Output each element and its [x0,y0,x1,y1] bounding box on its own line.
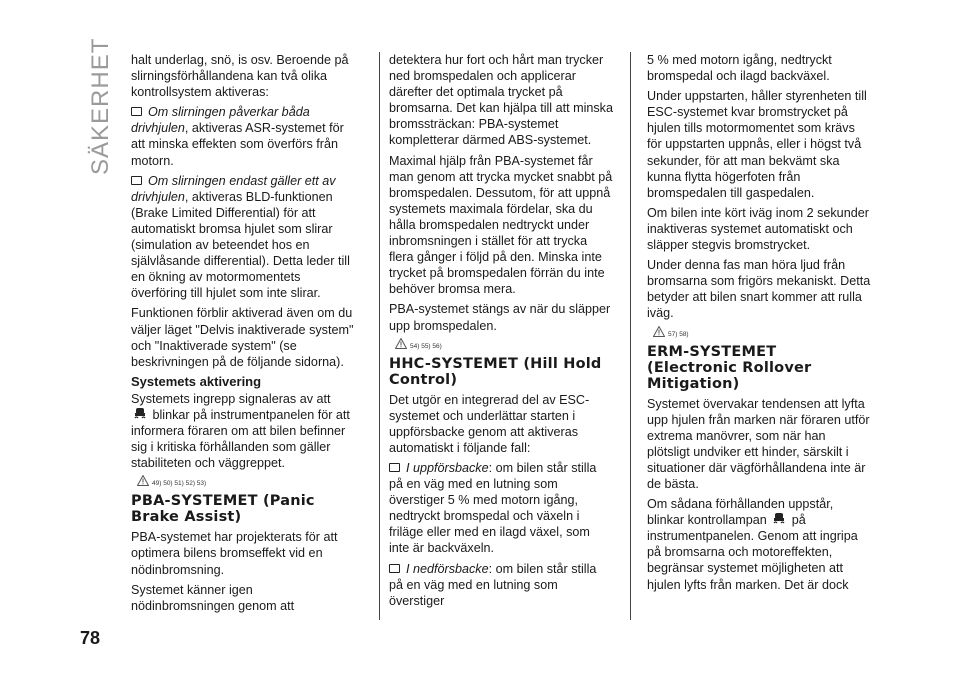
paragraph: PBA-systemet har projekterats för att optimera bilens bromseffekt vid en nödinbromsning. [131,530,338,577]
section-tab [82,37,120,175]
section-heading: HHC-SYSTEMET (Hill Hold Control) [389,355,602,388]
warning-refs-text: 54) 55) 56) [410,342,442,350]
paragraph: 5 % med motorn igång, nedtryckt bromspedal och ilagd backväxel. [647,53,832,84]
bullet-box-icon [131,107,142,116]
paragraph [647,496,871,593]
warning-triangle-icon [137,475,149,486]
paragraph: Om bilen inte kört iväg inom 2 sekunder inaktiveras systemet automatiskt och släpper stegvis bromstrycket. [647,205,869,253]
paragraph: Det utgör en integrerad del av ESC-systemet och underlättar starten i uppförsbacke genom att aktiveras automatiskt i följande fall: [389,392,590,455]
paragraph [131,391,355,471]
skidding-car-icon [772,512,786,526]
column-3 [647,52,871,597]
paragraph: detektera hur fort och hårt man trycker ned bromspedalen och applicerar därefter det optimala trycket på bromsarna. Det kan hjälpa till att minska bromssträckan: PBA-systemet kompletterar därmed ABS-systemet. [389,53,613,148]
paragraph: Systemet övervakar tendensen att lyfta upp hjulen från marken när föraren utför extrema manövrer, som när han plötsligt undviker ett hinder, särskilt i situationer där vägförhållandena inte är de bästa. [647,396,870,491]
warning-triangle-icon [653,326,665,337]
paragraph: Under denna fas man höra ljud från bromsarna som frigörs mekaniskt. Detta betyder att bilen snart kommer att rulla iväg. [647,258,871,321]
list-item [389,561,613,609]
bullet-box-icon [389,463,400,472]
list-item-lead: I nedförsbacke [406,561,489,576]
paragraph: halt underlag, snö, is osv. Beroende på slirningsförhållandena kan två olika kontrollsystem aktiveras: [131,53,349,100]
list-item-lead: Om slirningen påverkar båda drivhjulen [131,105,310,136]
list-item [389,460,613,557]
column-1 [131,52,355,618]
column-2 [389,52,613,613]
paragraph: PBA-systemet stängs av när du släpper upp bromspedalen. [389,302,611,333]
section-heading: PBA-SYSTEMET (Panic Brake Assist) [131,493,315,526]
section-heading: ERM-SYSTEMET (Electronic Rollover Mitigation) [647,343,812,392]
paragraph-text: på instrumentpanelen. Genom att ingripa på bromsarna och motoreffekten, begränsar systemet möjligheten att hjulen lyfts från marken. Det är dock [647,513,858,592]
section-tab-label: SÄKERHET [87,37,114,175]
list-item-text: : om bilen står stilla på en väg med en lutning som överstiger [389,561,597,608]
bullet-box-icon [389,564,400,573]
column-divider [379,52,380,620]
warning-triangle-icon [395,338,407,349]
list-item-lead: I uppförsbacke [406,460,489,475]
paragraph: Under uppstarten, håller styrenheten till ESC-systemet kvar bromstrycket på hjulen tills motormomentet som krävs för uppstarten uppnås, eller i högst två sekunder, för att man bekvämt ska kunna flytta högerfoten från bromspedalen till gaspedalen. [647,89,867,200]
warning-refs-text: 57) 58) [668,330,689,338]
list-item-text: , aktiveras ASR-systemet för att minska effekten som överförs från motorn. [131,121,344,168]
paragraph-text: Om sådana förhållanden uppstår, blinkar kontrollampan [647,497,834,528]
page-number: 78 [80,628,101,648]
warning-refs-text: 49) 50) 51) 52) 53) [152,480,207,488]
paragraph: Funktionen förblir aktiverad även om du väljer läget "Delvis inaktiverade system" och "Inaktiverade system" (se beskrivningen på de följande sidorna). [131,306,354,369]
skidding-car-icon [133,407,147,421]
subheading: Systemets aktivering [131,373,262,389]
paragraph: Maximal hjälp från PBA-systemet får man genom att trycka mycket snabbt på bromspedalen. Dessutom, för att uppnå systemets maximala fördelar, ska du hålla bromspedalen nedtryckt under inbromsningen i stället för att trycka flera gånger i följd på den. Minska inte trycket på bromspedalen förrän du inte behöver bromsa mera. [389,153,613,297]
bullet-box-icon [131,176,142,185]
warning-refs [137,475,355,489]
list-item [131,104,355,168]
list-item-text: , aktiveras BLD-funktionen (Brake Limited Differential) för att automatiskt bromsa hjulet som slirar (simulation av beteendet hos en självlåsande differential). Detta leder till en ökning av motormomentets överföring till hjulet som inte slirar. [131,189,350,301]
warning-refs [653,326,871,340]
warning-refs [395,338,613,352]
list-item [131,173,355,302]
list-item-text: : om bilen står stilla på en väg med en lutning som överstiger 5 % med motorn igång, nedtryckt bromspedal och växeln i friläge eller med en ilagd växel, som inte är backväxeln. [389,460,597,556]
column-divider [630,52,631,620]
paragraph-text: Systemets ingrepp signaleras av att [131,391,331,406]
paragraph: Systemet känner igen nödinbromsningen genom att [131,582,295,613]
paragraph-text: blinkar på instrumentpanelen för att informera föraren om att bilen befinner sig i kritiska förhållanden som gäller stabiliteten och väggreppet. [131,407,350,471]
list-item-lead: Om slirningen endast gäller ett av drivhjulen [131,173,336,204]
